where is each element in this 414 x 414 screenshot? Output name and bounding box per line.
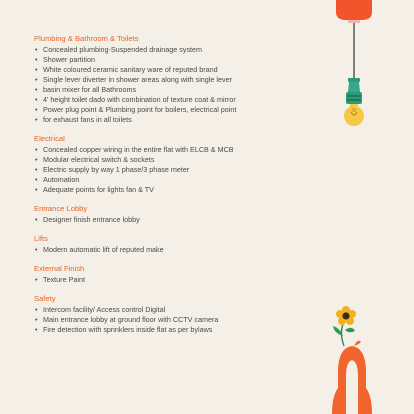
list-item: • Designer finish entrance lobby (34, 215, 334, 225)
list-item: • Automation (34, 175, 334, 185)
list-item: • Concealed copper wiring in the entire flat with ELCB & MCB (34, 145, 334, 155)
list-item: • Single lever diverter in shower areas along with single lever (34, 75, 334, 85)
section-title: Safety (34, 294, 56, 303)
section-title: External Finish (34, 264, 85, 273)
specifications-list (34, 34, 334, 344)
item-list (34, 45, 334, 125)
hanging-lamp-icon (322, 0, 386, 140)
section-title: Electrical (34, 134, 65, 143)
list-item: • Power plug point & Plumbing point for boilers, electrical point (34, 105, 334, 115)
list-item: • Modular electrical switch & sockets (34, 155, 334, 165)
list-item: • Fire detection with sprinklers inside flat as per bylaws (34, 325, 334, 335)
section-title: Entrance Lobby (34, 204, 88, 213)
list-item: • 4' height toilet dado with combination of texture coat & mirror (34, 95, 334, 105)
list-item: • Main entrance lobby at ground floor with CCTV camera (34, 315, 334, 325)
section-lifts (34, 234, 334, 255)
section-title: Lifts (34, 234, 48, 243)
item-list (34, 305, 334, 335)
list-item: • for exhaust fans in all toilets (34, 115, 334, 125)
section-safety (34, 294, 334, 335)
item-list (34, 215, 334, 225)
section-electrical (34, 134, 334, 195)
list-item: • Electric supply by way 1 phase/3 phase meter (34, 165, 334, 175)
list-item: • Intercom facility/ Access control Digital (34, 305, 334, 315)
list-item: • Shower partition (34, 55, 334, 65)
section-external-finish (34, 264, 334, 285)
list-item: • Texture Paint (34, 275, 334, 285)
section-title: Plumbing & Bathroom & Toilets (34, 34, 139, 43)
item-list (34, 145, 334, 195)
list-item: • White coloured ceramic sanitary ware of reputed brand (34, 65, 334, 75)
section-entrance-lobby (34, 204, 334, 225)
list-item: • Adequate points for lights fan & TV (34, 185, 334, 195)
flower-vase-icon (318, 300, 390, 414)
section-plumbing (34, 34, 334, 125)
item-list (34, 245, 334, 255)
list-item: • Concealed plumbing-Suspended drainage system (34, 45, 334, 55)
list-item: • Modern automatic lift of reputed make (34, 245, 334, 255)
list-item: • basin mixer for all Bathrooms (34, 85, 334, 95)
item-list (34, 275, 334, 285)
